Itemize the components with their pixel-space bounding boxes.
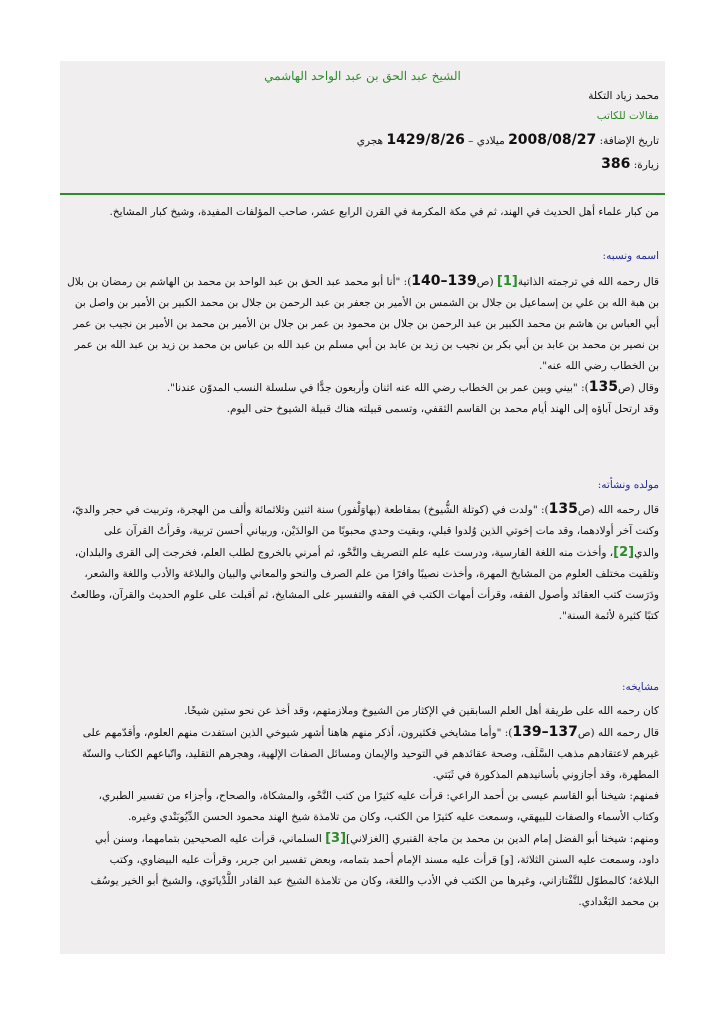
section-body-teachers	[66, 701, 659, 913]
line-text: بن هبة الله بن علي بن إسماعيل بن جلال بن الشمس بن الأمير بن جعفر بن عبد الرحمن بن جلال بن محمد الكبير بن الأمير بن واصل بن	[74, 297, 659, 309]
line-text: ): "وأما مشايخي فكثيرون، أذكر منهم هاهنا أشهر شيوخي الذين استفدت منهم العلوم، وأقدّمهم على	[82, 727, 513, 739]
line-text: (ص	[476, 276, 497, 288]
line-text: وكتاب الأسماء والصفات للبيهقي، وسمعت عليه كثيرًا من الكتب، وكان من تلامذة شيخ الهند محمود الحسن الدِّيُوبَنْدي وغيره.	[127, 811, 659, 823]
text-line	[66, 356, 659, 377]
author-articles-link[interactable]: مقالات للكاتب	[596, 110, 659, 122]
text-line	[66, 786, 659, 807]
section-body-lineage	[66, 271, 659, 420]
visits-label: زيارة:	[633, 159, 659, 171]
line-text: ودَرَست كتب العقائد وأصول الفقه، وقرأت أمهات الكتب في الفقه والتفسير على المشايخ، ثم أقبلت على علوم الحديث والقرآن، وطالعتُ	[70, 589, 659, 601]
text-line	[66, 314, 659, 335]
line-text: داود، وسمعت عليه السنن الثلاثة، [و] قرأت عليه مسند الإمام أحمد بتمامه، وبعض تفسير ابن جرير، وقرأت عليه البيضاوي، وكتب	[109, 854, 659, 866]
date-hijri: 1429/8/26	[386, 132, 465, 148]
page-reference: 137–139	[512, 724, 578, 740]
line-text: كان رحمه الله على طريقة أهل العلم السابقين في الإكثار من الشيوخ وملازمتهم، وقد أخذ عن نحو ستين شيخًا.	[183, 705, 659, 717]
line-text: والدي	[634, 547, 659, 559]
date-label: تاريخ الإضافة:	[599, 135, 659, 147]
footnote-ref-link[interactable]: [2]	[613, 545, 635, 560]
text-line	[66, 542, 659, 564]
line-text: فمنهم: شيخنا أبو القاسم عيسى بن أحمد الراعي: قرأت عليه كثيرًا من كتب النَّحْو، والمشكاة، والصحاح، وأجزاء من تفسير الطبري،	[98, 790, 659, 802]
text-line	[66, 744, 659, 765]
line-text: وقال (ص	[617, 382, 659, 394]
line-text: كتبًا كثيرة لأئمة السنة".	[558, 610, 659, 622]
line-text: المطهرة، وقد أجازوني بأسانيدهم المذكورة في ثَبَتي.	[432, 769, 659, 781]
date-added	[66, 132, 659, 148]
text-line	[66, 585, 659, 606]
line-text: قال رحمه الله (ص	[577, 727, 659, 739]
text-line	[66, 377, 659, 399]
section-heading-birth: مولده ونشأته:	[597, 479, 659, 491]
footnote-ref-link[interactable]: [1]	[496, 274, 518, 289]
text-line	[66, 399, 659, 420]
section-heading-teachers: مشايخه:	[621, 681, 659, 693]
page-reference: 135	[588, 379, 618, 395]
line-text: غيرهم لاعتقادهم مذهب السَّلَف، وصحة عقائدهم في التوحيد والإيمان ومسائل الصفات الإلهية، وهجرهم التقليد، واتّباعهم الكتاب والسنّة	[82, 748, 659, 760]
line-text: السلماني، قرأت عليه الصحيحين بتمامهما، وسنن أبي	[95, 833, 326, 845]
footnote-ref-link[interactable]: [3]	[325, 831, 347, 846]
text-line	[66, 892, 659, 913]
text-line	[66, 606, 659, 627]
visits	[66, 156, 659, 172]
text-line	[66, 722, 659, 744]
visits-count: 386	[601, 156, 631, 172]
hijri-suffix: هجري	[356, 135, 384, 147]
text-line	[66, 521, 659, 542]
article-panel	[60, 61, 665, 954]
line-text: وقد ارتحل آباؤه إلى الهند أيام محمد بن القاسم الثقفي، وتسمى قبيلته هناك قبيلة الشيوخ حتى اليوم.	[226, 403, 659, 415]
text-line	[66, 701, 659, 722]
line-text: ومنهم: شيخنا أبو الفضل إمام الدين بن محمد بن ماجة القنبري [الغزلاني]	[346, 833, 659, 845]
text-line	[66, 850, 659, 871]
date-separator: –	[468, 135, 474, 147]
line-text: بن نصير بن محمد بن عابد بن أبي بكر بن نجيب بن زيد بن عابد بن أبي مسلم بن عبد الله بن عباس بن محمد بن زيد بن عبد الله بن عمر	[74, 339, 659, 351]
text-line	[66, 335, 659, 356]
header-divider	[60, 193, 665, 195]
line-text: وكنت آخر أولادهما، وقد مات إخوتي الذين وُلدوا قبلي، وبقيت وحدي محبوبًا من الوالدَيْن، وربياني أحسن تربية، وقرأتُ القرآن على	[104, 525, 659, 537]
text-line	[66, 871, 659, 892]
gregorian-suffix: ميلادي	[476, 135, 505, 147]
section-body-birth	[66, 499, 659, 627]
date-gregorian: 2008/08/27	[508, 132, 597, 148]
line-text: بن محمد البَغْدادي.	[578, 896, 659, 908]
line-text: أبي العباس بن هاشم بن محمد الكبير بن عبد الرحمن بن جلال بن محمود بن عمر بن جلال بن الأمير بن محمد بن الأمير بن نجيب بن عمر	[73, 318, 659, 330]
intro-paragraph: من كبار علماء أهل الحديث في الهند، ثم في مكة المكرمة في القرن الرابع عشر، صاحب المؤلفات المفيدة، وشيخ كبار المشايخ.	[109, 206, 659, 218]
section-heading-lineage: اسمه ونسبه:	[602, 250, 659, 262]
text-line	[66, 807, 659, 828]
line-text: ): "بيني وبين عمر بن الخطاب رضي الله عنه اثنان وأربعون جدًّا في سلسلة النسب المدوّن عندنا".	[166, 382, 589, 394]
text-line	[66, 499, 659, 521]
line-text: قال رحمه الله في ترجمته الذاتية	[517, 276, 659, 288]
text-line	[66, 293, 659, 314]
line-text: بن الخطاب رضي الله عنه".	[538, 360, 659, 372]
line-text: البلاغة؛ كالمطوّل للتَّفْتازاني، وغيرها من الكتب في الأدب واللغة، وكان من تلامذة الشيخ عبد القادر اللُّدْيانَوي، والشيخ أبو الخير يوسُف	[90, 875, 659, 887]
article-title: الشيخ عبد الحق بن عبد الواحد الهاشمي	[264, 69, 461, 83]
page-reference: 139–140	[411, 273, 477, 289]
text-line	[66, 828, 659, 850]
text-line	[66, 271, 659, 293]
page-reference: 135	[548, 501, 578, 517]
line-text: قال رحمه الله (ص	[577, 504, 659, 516]
author-name[interactable]: محمد زياد التكلة	[588, 90, 659, 102]
line-text: ، وأخذت منه اللغة الفارسية، ودرست عليه علم التصريف والنَّحْو، ثم أمرني بالخروج لطلب العلم، فخرجت إلى القرى والبلدان،	[74, 547, 614, 559]
line-text: وتلقيت مختلف العلوم من المشايخ المهرة، وأخذت نصيبًا وافرًا من علم الصرف والنحو والمعاني والبيان والبلاغة والأدب واللغة والشعر،	[84, 568, 659, 580]
text-line	[66, 765, 659, 786]
line-text: ): "ولدت في (كوتلة الشُّيوخ) بمقاطعة (بهاوَلْفور) سنة اثنين وثلاثمائة وألف من الهجرة، وتربيت في حجر والديّ،	[71, 504, 549, 516]
text-line	[66, 564, 659, 585]
line-text: ): "أنا أبو محمد عبد الحق بن عبد الواحد بن محمد بن الهاشم بن رمضان بن بلال	[67, 276, 412, 288]
